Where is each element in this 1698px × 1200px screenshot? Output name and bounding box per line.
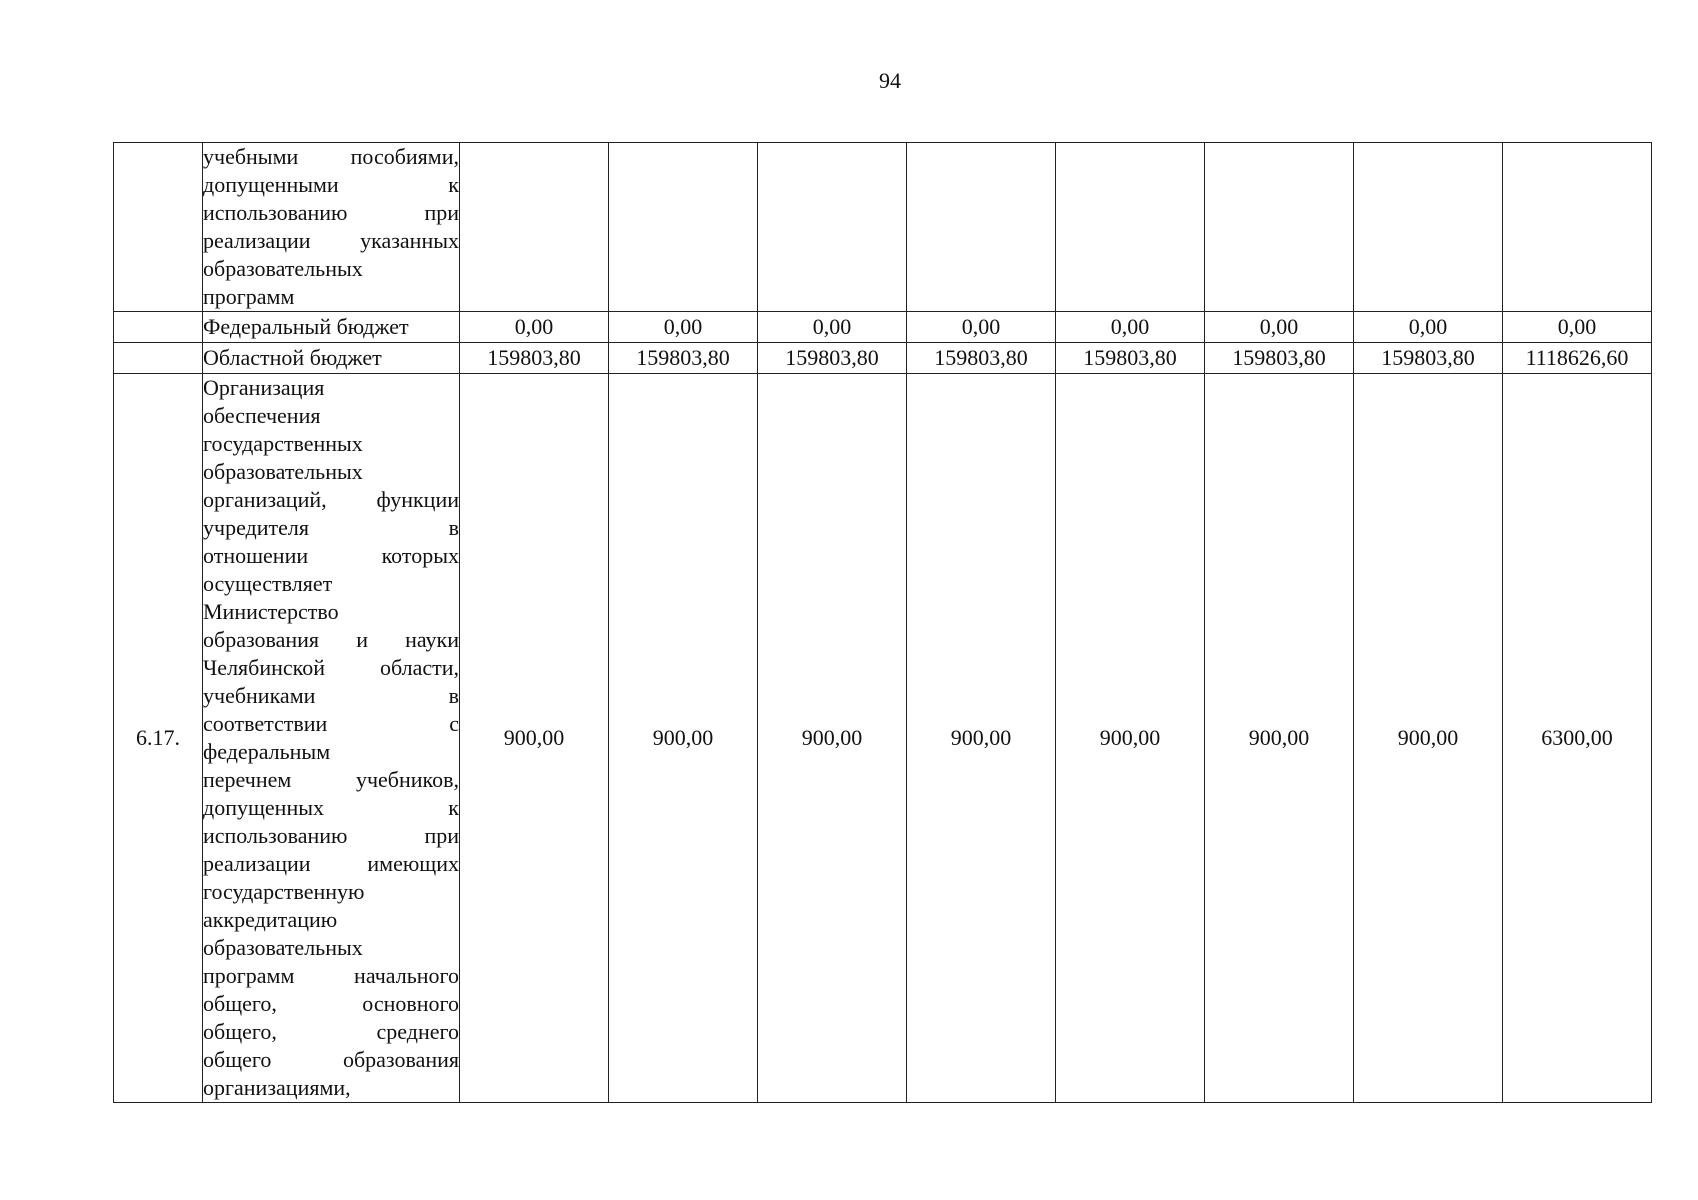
description-cell <box>203 374 460 1103</box>
table-row-federal <box>114 312 1652 343</box>
description-line: использованию при <box>203 823 459 848</box>
year-value-cell <box>1205 143 1354 312</box>
year-value-cell <box>609 143 758 312</box>
description-line: государственных <box>203 431 363 456</box>
year-value-cell <box>907 143 1056 312</box>
row-number-cell <box>114 143 203 312</box>
year-value-cell: 0,00 <box>1056 312 1205 343</box>
description-cell <box>203 312 460 343</box>
year-value-cell: 0,00 <box>1354 312 1503 343</box>
table-row-continuation <box>114 143 1652 312</box>
description-line: общего образования <box>203 1047 459 1072</box>
description-line: Министерство <box>203 599 339 624</box>
description-line: осуществляет <box>203 571 333 596</box>
row-number-cell <box>114 343 203 374</box>
year-value-cell <box>1056 143 1205 312</box>
year-value-cell: 159803,80 <box>907 343 1056 374</box>
year-value-cell <box>1354 143 1503 312</box>
year-value-cell: 900,00 <box>1354 374 1503 1103</box>
description-line: федеральным <box>203 739 331 764</box>
total-value-cell: 0,00 <box>1503 312 1652 343</box>
description-line: общего, основного <box>203 991 459 1016</box>
description-line: Челябинской области, <box>203 655 459 680</box>
description-line: допущенными к <box>203 172 459 197</box>
year-value-cell: 900,00 <box>907 374 1056 1103</box>
year-value-cell <box>758 143 907 312</box>
year-value-cell: 900,00 <box>609 374 758 1103</box>
description-line: Областной бюджет <box>203 345 382 370</box>
description-line: организациями, <box>203 1075 351 1100</box>
year-value-cell: 0,00 <box>758 312 907 343</box>
description-line: образовательных <box>203 935 363 960</box>
description-line: программ <box>203 284 295 309</box>
year-value-cell: 900,00 <box>1056 374 1205 1103</box>
description-line: аккредитацию <box>203 907 338 932</box>
year-value-cell: 159803,80 <box>1056 343 1205 374</box>
description-line: учебниками в <box>203 683 459 708</box>
description-line: организаций, функции <box>203 487 459 512</box>
year-value-cell: 159803,80 <box>609 343 758 374</box>
total-value-cell: 6300,00 <box>1503 374 1652 1103</box>
description-line: учредителя в <box>203 515 459 540</box>
year-value-cell <box>460 143 609 312</box>
description-line: образовательных <box>203 256 363 281</box>
year-value-cell: 159803,80 <box>758 343 907 374</box>
description-line: государственную <box>203 879 365 904</box>
year-value-cell: 159803,80 <box>1354 343 1503 374</box>
description-line: допущенных к <box>203 795 459 820</box>
year-value-cell: 0,00 <box>1205 312 1354 343</box>
table-row-item-6-17 <box>114 374 1652 1103</box>
year-value-cell: 159803,80 <box>1205 343 1354 374</box>
year-value-cell: 159803,80 <box>460 343 609 374</box>
year-value-cell: 0,00 <box>907 312 1056 343</box>
description-line: Организация <box>203 375 325 400</box>
description-line: учебными пособиями, <box>203 144 459 169</box>
description-line: использованию при <box>203 200 459 225</box>
description-line: отношении которых <box>203 543 459 568</box>
description-line: образовательных <box>203 459 363 484</box>
total-value-cell <box>1503 143 1652 312</box>
total-value-cell: 1118626,60 <box>1503 343 1652 374</box>
description-line: обеспечения <box>203 403 321 428</box>
year-value-cell: 900,00 <box>758 374 907 1103</box>
budget-table <box>113 142 1652 1103</box>
row-number-cell <box>114 312 203 343</box>
description-line: Федеральный бюджет <box>203 314 409 339</box>
year-value-cell: 900,00 <box>1205 374 1354 1103</box>
description-line: программ начального <box>203 963 459 988</box>
description-line: общего, среднего <box>203 1019 459 1044</box>
year-value-cell: 900,00 <box>460 374 609 1103</box>
description-line: соответствии с <box>203 711 459 736</box>
year-value-cell: 0,00 <box>460 312 609 343</box>
description-line: перечнем учебников, <box>203 767 459 792</box>
description-cell <box>203 343 460 374</box>
page-number: 94 <box>879 68 901 93</box>
year-value-cell: 0,00 <box>609 312 758 343</box>
description-line: образования и науки <box>203 627 459 652</box>
description-line: реализации имеющих <box>203 851 459 876</box>
description-cell <box>203 143 460 312</box>
description-line: реализации указанных <box>203 228 459 253</box>
table-row-regional <box>114 343 1652 374</box>
row-number-cell: 6.17. <box>114 374 203 1103</box>
